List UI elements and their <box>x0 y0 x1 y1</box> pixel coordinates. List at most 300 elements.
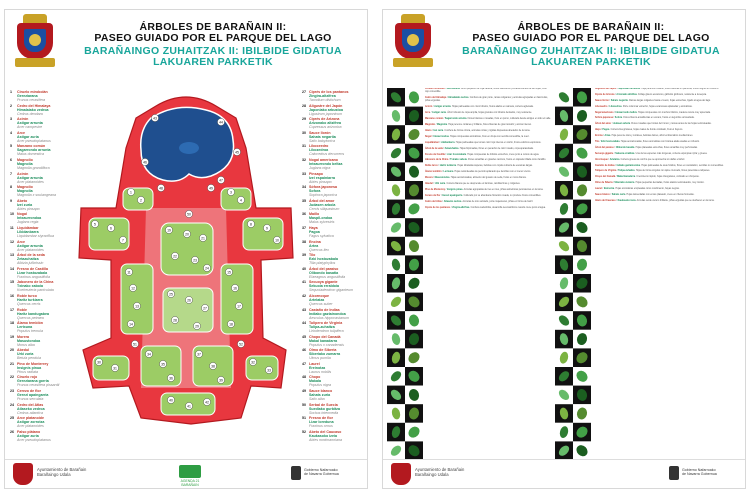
species-name-eu: Urki zuria <box>17 352 34 357</box>
species-number: 31 <box>302 144 306 149</box>
species-name-es: Roble turco <box>17 293 37 298</box>
species-name-eu: Gereziarana gorria <box>17 379 49 384</box>
species-name-scientific: Abies nordmanniana <box>309 437 342 442</box>
species-name-scientific: Cercis siliquastrum <box>309 206 340 211</box>
species-name-es: Acirón <box>17 171 29 176</box>
species-name-es: Abedul <box>17 348 30 353</box>
species-name-eu: Libozedroa <box>309 148 329 153</box>
species-name-eu: Gereziarana <box>17 94 38 98</box>
species-description: Ciprés de los pantanos / Zingira-altzifrea. Conífera caducifolia, desarrolla neumatóforos cuando crece junto al agua. <box>425 206 546 209</box>
species-name-scientific: Fagus sylvatica <box>309 233 334 238</box>
description-heading-eu: Sofora <box>614 117 623 120</box>
species-name-es: Liquidámbar <box>17 225 39 230</box>
species-name-es: Jabonero de la China <box>17 280 54 285</box>
description-heading-eu: Lizar hostozabala <box>446 153 466 156</box>
tree-marker-number: 5 <box>94 222 96 227</box>
species-name-es: Ciruelo rojo <box>17 375 38 380</box>
species-name-eu: Astigar zuria <box>17 134 39 139</box>
species-number: 8 <box>10 185 12 190</box>
species-name-eu: Insignis pinua <box>17 365 42 370</box>
navarra-logo-icon <box>291 466 301 480</box>
description-heading-es: Ciruelo mirobolán <box>425 88 445 90</box>
species-number: 42 <box>302 293 306 298</box>
tree-marker-number: 30 <box>97 360 101 365</box>
species-entry <box>10 389 68 401</box>
species-entry <box>302 199 364 211</box>
species-entry <box>302 321 364 333</box>
species-entry <box>302 104 364 116</box>
species-description: Árbol del amor / Judasen arbola. Flores rosadas que brotan del tronco y ramas antes de las hojas redondeadas. <box>595 123 712 126</box>
species-name-scientific: Cupressus arizonica <box>309 125 342 130</box>
description-heading-es: Magnolio <box>425 124 436 127</box>
species-name-eu: Magnolia <box>17 161 33 166</box>
species-name-eu: Sagarrondo arrunta <box>17 148 51 153</box>
species-name-es: Fresno de flor <box>309 416 333 421</box>
description-text: Hoja perenne brillante, flores blancas en panícula, frutos negros en invierno. <box>641 88 719 90</box>
description-text: Hoja perenne dura y coriácea, bellotas dulces, árbol emblemático mediterráneo. <box>611 135 694 138</box>
species-description: Tulipero de Virginia / Tulipa-zuhaitza. Hojas de forma singular con ápice truncado, flores parecidas a tulipanes. <box>595 170 711 173</box>
species-description: Árbol de la seda / Zetazuhaitza. Hojas bipinnadas, flores en penacho de color rosado, copa aparasolada. <box>425 147 534 150</box>
tree-marker-number: 34 <box>147 352 151 357</box>
species-description: Sauce blanco / Sahats zuria. Hojas lanceoladas con envés plateado, crece en riberas húmedas. <box>595 194 695 197</box>
species-number: 27 <box>302 90 306 94</box>
description-heading-eu: Arizonako altzifrea <box>616 93 637 96</box>
species-name-scientific: Acer campestre <box>17 125 43 130</box>
description-text: Conífera de gran porte, ramas colgantes y acículas agrupadas en fascículos, piñas erguidas. <box>425 97 548 103</box>
species-name-scientific: Juglans nigra <box>309 165 331 170</box>
species-name-es: Ciprés de Arizona <box>309 117 340 122</box>
description-heading-es: Olmo de Siberia <box>595 182 613 185</box>
tree-marker-number: 16 <box>233 286 237 291</box>
species-number: 14 <box>10 266 14 271</box>
species-number: 12 <box>10 239 14 244</box>
species-number: 24 <box>10 402 14 407</box>
species-entry <box>10 375 68 387</box>
tree-marker-number: 47 <box>219 178 223 183</box>
tree-marker-number: 51 <box>133 342 137 347</box>
species-name-es: Arce <box>17 239 25 244</box>
species-number: 29 <box>302 117 306 122</box>
description-heading-eu: Tulipa-zuhaitza <box>618 170 635 173</box>
description-text: Acículas de tono azulado, porte majestuoso, piñas en forma de barril. <box>462 200 534 203</box>
species-name-es: Pinsapo <box>309 171 323 176</box>
species-name-scientific: Albizia julibrissin <box>17 261 44 266</box>
species-name-scientific: Fraxinus angustifolia <box>17 274 50 279</box>
species-description: Alcornoque / Artelatza. Corteza gruesa de corcho que se aprovecha sin dañar el árbol. <box>595 158 685 161</box>
species-name-es: Acirón <box>17 117 29 122</box>
description-text: Árbol robusto de copa amplia, hojas grandes con lóbulos dentados, muy resistente. <box>447 112 533 115</box>
species-name-eu: Haritz kandugabea <box>17 311 49 316</box>
description-text: Hojas pequeñas dentadas, frutos alados redondeados, muy rústico. <box>635 182 705 185</box>
description-column-1 <box>425 88 551 460</box>
species-name-eu: Atlaseko zedroa <box>17 406 45 411</box>
species-name-eu: Astigar arrunta <box>17 121 43 126</box>
footer-logos-left <box>5 459 367 488</box>
species-entry <box>10 185 68 197</box>
description-heading-eu: Indiako gaztainondoa <box>616 164 641 167</box>
description-text: Flores rosadas que brotan del tronco y ramas antes de las hojas redondeadas. <box>631 123 712 126</box>
description-heading-es: Sauce blanco <box>595 194 610 197</box>
description-text: Hojas compuestas con muchos foliolos, madera oscura muy apreciada. <box>638 111 711 114</box>
description-heading-eu: Intxaurrondoa <box>433 135 449 138</box>
description-heading-es: Árbol de la seda <box>425 147 443 150</box>
species-number: 52 <box>302 429 306 434</box>
species-description: Ciprés de Arizona / Arizonako altzifrea. Follaje glauco escamoso, gálbulos globosos, resistente a la sequía. <box>595 93 707 96</box>
species-name-es: Liboceedro <box>309 144 329 149</box>
description-heading-eu: Olibondo basatia <box>615 146 635 149</box>
species-entry <box>10 403 68 415</box>
species-number: 3 <box>10 117 12 122</box>
species-name-es: Haya <box>309 225 318 230</box>
species-name-es: Sófora japonesa <box>309 185 337 190</box>
description-text: Follaje glauco escamoso, gálbulos globosos, resistente a la sequía. <box>638 93 707 96</box>
species-description: Nogal / Intxaurrondoa. Hojas compuestas aromáticas, fruto en drupa con semilla comestible, la nuez. <box>425 135 530 138</box>
description-text: Hoja perenne coriácea y brillante, flores blancas de gran tamaño y aroma intenso. <box>448 124 532 127</box>
species-description: Laurel / Ereinotza. Hojas aromáticas empleadas como condimento, bayas negras. <box>595 188 680 191</box>
species-entry <box>10 321 68 333</box>
species-name-scientific: Prunus cerasifera <box>17 98 46 102</box>
tree-marker-number: 13 <box>135 304 139 309</box>
description-heading-es: Árbol del amor <box>595 123 612 126</box>
species-name-scientific: Salix babylonica <box>309 138 335 143</box>
species-name-eu: Arizonako altzifrea <box>309 121 341 126</box>
species-number: 23 <box>10 389 14 394</box>
species-name-es: Ciruelo mirobolán <box>17 90 48 94</box>
species-name-eu: Izei zuria <box>17 202 33 207</box>
description-heading-es: Alcornoque <box>595 158 608 161</box>
species-description: Pino de Monterrey / Insignis pinua. Acículas agrupadas de tres en tres, piñas asimétricas persistentes en la rama. <box>425 188 544 191</box>
species-entry <box>302 294 364 306</box>
species-number: 9 <box>10 198 12 203</box>
species-name-eu: Himalaiako zedroa <box>17 107 49 112</box>
leaf-checker-strip-middle <box>555 88 591 460</box>
species-number: 35 <box>302 198 306 203</box>
description-heading-eu: Magnolia <box>437 124 447 127</box>
species-number: 43 <box>302 307 306 312</box>
tree-marker-number: 8 <box>250 222 252 227</box>
title-basque: BARAÑAINGO ZUHAITZAK II: IBILBIDE GIDATUA LAKUAREN PARKETIK <box>462 45 720 68</box>
description-heading-es: Encina <box>595 135 603 138</box>
tree-marker-number: 9 <box>266 226 268 231</box>
description-heading-es: Abeto del Caucaso <box>595 199 616 202</box>
description-text: Hojas aromáticas empleadas como condimento, bayas negras. <box>615 188 680 191</box>
description-heading-es: Nogal <box>425 135 432 138</box>
species-name-es: Secuoya gigante <box>309 280 338 285</box>
species-entry <box>302 267 364 279</box>
description-heading-eu: Astigar zuria <box>432 112 446 115</box>
description-heading-es: Fresno de Castilla <box>425 153 445 156</box>
tree-marker-number: 27 <box>203 306 207 311</box>
description-text: Flores blancas o rosadas, fruto en pomo, cultivado desde antiguo en todo el valle. <box>467 118 551 121</box>
tree-marker-number: 45 <box>235 150 239 155</box>
species-number: 28 <box>302 103 306 108</box>
species-name-eu: Likidanbarra <box>17 229 39 234</box>
species-name-eu: Lizar hostozabala <box>17 270 48 275</box>
species-name-es: Álamo temblón <box>17 321 43 326</box>
species-name-scientific: Laurus nobilis <box>309 369 332 374</box>
description-column-2 <box>595 88 741 460</box>
description-heading-es: Arce <box>425 112 431 115</box>
description-text: Hojas lobuladas ásperas, bellotas con cúpula cubierta de escamas largas. <box>457 165 533 168</box>
species-name-es: Castaño de Indias <box>309 307 340 312</box>
species-name-eu: Artea <box>309 243 319 248</box>
species-name-eu: Intxaurrondoa <box>17 216 42 221</box>
description-heading-eu: Lertxuna <box>443 171 454 174</box>
description-heading-eu: Gereziarana <box>446 88 460 90</box>
description-heading-eu: Ezki hostozabala <box>600 141 620 144</box>
council-name: Ayuntamiento de Barañain Barañaingo Udala <box>415 467 465 477</box>
description-text: Hojas palmeadas que toman color rojo intenso en otoño, frutos esféricos espinosos. <box>455 141 542 144</box>
description-heading-es: Laurel <box>595 188 602 191</box>
species-name-scientific: Quercus suber <box>309 301 333 306</box>
species-number: 11 <box>10 225 14 230</box>
species-entry <box>10 362 68 374</box>
species-description: Castaño de Indias / Indiako gaztainondoa. Hojas palmeadas de siete foliolos, flores en candelabro, semillas no comestibles. <box>595 164 724 167</box>
species-name-eu: Txinako xaboia <box>17 284 43 289</box>
species-name-eu: Astigar arrunta <box>17 175 43 180</box>
species-name-scientific: Sequoiadendron giganteum <box>309 288 354 293</box>
species-name-es: Chopo <box>309 375 321 380</box>
species-number: 7 <box>10 171 12 176</box>
species-name-scientific: Koelreuteria paniculata <box>17 288 54 293</box>
species-number: 39 <box>302 253 306 258</box>
species-entry <box>10 253 68 265</box>
leaf-checker-strip-left <box>387 88 423 460</box>
species-number: 48 <box>302 375 306 380</box>
species-entry <box>302 90 364 102</box>
species-name-es: Magnolio <box>17 157 33 162</box>
tree-marker-number: 1 <box>130 190 132 195</box>
tree-marker-number: 21 <box>201 236 205 241</box>
description-heading-eu: Siberiako zumarra <box>614 182 635 185</box>
species-name-es: Ciprés de los pantanos <box>309 90 349 94</box>
species-number: 13 <box>10 253 14 258</box>
agenda21-label: AGENDA 21 BARAÑAIN <box>180 479 200 487</box>
species-description: Sófora japonesa / Sofora. Flores blanco-amarillentas en verano, frutos en legumbre arrosariada. <box>595 117 695 120</box>
description-text: Conífera de forma cónica, acículas cortas y rígidas dispuestas alrededor de la rama. <box>444 129 531 132</box>
description-heading-eu: Likidanbarra <box>440 141 455 144</box>
species-name-es: Serbal de Suecia <box>309 402 338 407</box>
species-name-scientific: Acer platanoides <box>17 424 44 429</box>
species-name-eu: Makala <box>309 379 321 384</box>
species-description: Manzano común / Sagarrondo arrunta. Flores blancas o rosadas, fruto en pomo, cultivado desde antiguo en todo el valle. <box>425 118 551 121</box>
park-map <box>71 88 301 426</box>
description-heading-eu: Ereinotza <box>603 188 615 191</box>
tree-marker-number: 3 <box>230 190 232 195</box>
species-name-eu: Sofora <box>309 189 321 194</box>
tree-marker-number: 50 <box>187 212 191 217</box>
species-name-eu: Makal kanadarra <box>309 338 338 343</box>
species-description: Olmo de Siberia / Siberiako zumarra. Hojas pequeñas dentadas, frutos alados redondeados, muy rústico. <box>595 182 705 185</box>
description-heading-eu: Himalaiako zedroa <box>448 97 469 100</box>
description-text: Acículas agrupadas de tres en tres, piñas asimétricas persistentes en la rama. <box>463 188 544 191</box>
tree-marker-number: 24 <box>205 266 209 271</box>
description-heading-es: Liboceedro <box>595 105 608 108</box>
species-name-scientific: Salix alba <box>309 397 325 402</box>
baranain-council-logo-icon <box>13 463 33 485</box>
description-heading-eu: Zingira-altzifrea <box>452 206 470 209</box>
navarra-government-label: Gobierno Nafarroako de Navarra Gobernua <box>304 468 339 477</box>
species-name-eu: Intxaurrondo beltza <box>309 161 343 166</box>
species-name-scientific: Sorbus intermedia <box>309 410 339 415</box>
species-number: 41 <box>302 280 306 285</box>
species-entry <box>302 416 364 428</box>
species-entry <box>302 212 364 224</box>
species-number: 21 <box>10 361 14 366</box>
species-name-es: Laurel <box>309 361 320 366</box>
description-heading-eu: Atlaseko zedroa <box>443 200 462 203</box>
description-text: Hojas compuestas aromáticas, fruto en drupa con semilla comestible, la nuez. <box>450 135 530 138</box>
species-number: 1 <box>10 90 12 94</box>
species-entry <box>10 199 68 211</box>
species-number: 45 <box>302 334 306 339</box>
species-entry <box>302 226 364 238</box>
species-entry <box>302 389 364 401</box>
species-description: Abeto del Caucaso / Kaukasoko izeia. Acículas verde oscuro brillante, piñas erguidas que se deshacen en la rama. <box>595 199 715 202</box>
species-name-eu: Suediako gurbitza <box>309 406 340 411</box>
species-entry <box>302 131 364 143</box>
species-number: 16 <box>10 293 14 298</box>
tree-marker-number: 14 <box>129 322 133 327</box>
tree-marker-number: 17 <box>237 304 241 309</box>
species-list-left <box>10 90 68 443</box>
species-name-scientific: Ulmus pumila <box>309 356 331 361</box>
description-heading-es: Sófora japonesa <box>595 117 613 120</box>
species-description: Cedro del Atlas / Atlaseko zedroa. Acículas de tono azulado, porte majestuoso, piñas en forma de barril. <box>425 200 534 203</box>
description-heading-es: Roble turco <box>425 165 438 168</box>
species-name-eu: Masustondoa <box>17 338 41 343</box>
description-heading-es: Abeto <box>425 129 432 132</box>
description-text: Hojas acorazonadas, alimento del gusano de seda, frutos en mora blanca. <box>450 177 527 180</box>
description-poster <box>383 10 745 488</box>
description-heading-es: Cedro del Himalaya <box>425 97 447 100</box>
species-name-es: Encina <box>309 239 321 244</box>
description-text: Hojas redondeadas de pecíolo aplanado que tiemblan con el menor viento. <box>454 171 531 174</box>
species-name-eu: Ezki hostozabala <box>309 257 338 262</box>
species-name-scientific: Tilia platyphyllos <box>309 261 336 266</box>
description-text: Flores amarillas en grandes racimos, frutos en cápsula inflada como farolillo. <box>468 159 547 162</box>
description-heading-eu: Haritz turkiarra <box>439 165 457 168</box>
species-name-eu: Lertxuna <box>17 325 33 330</box>
description-text: Hojas acorazonadas, flores aromáticas con bráctea alada usadas en infusión. <box>620 141 700 144</box>
species-name-es: Abeto del Caucaso <box>309 429 342 434</box>
species-name-scientific: Magnolia x soulangeana <box>17 193 56 198</box>
species-number: 30 <box>302 130 306 135</box>
species-name-es: Pino de Monterrey <box>17 361 49 366</box>
baranain-coat-of-arms-icon <box>393 14 433 76</box>
description-text: Hojas bipinnadas, flores en penacho de color rosado, copa aparasolada. <box>459 147 534 150</box>
description-heading-es: Haya <box>595 129 601 132</box>
species-name-es: Sauce blanco <box>309 389 333 394</box>
species-name-eu: Tulipa-zuhaitza <box>309 325 335 330</box>
species-name-scientific: Populus nigra <box>309 383 331 388</box>
tree-marker-number: 6 <box>110 226 112 231</box>
species-name-es: Árbol del amor <box>309 198 335 203</box>
species-name-scientific: Malus sylvestris <box>309 220 335 225</box>
species-number: 22 <box>10 375 14 380</box>
species-entry <box>302 144 364 156</box>
species-number: 10 <box>10 212 14 217</box>
species-name-scientific: Betula pendula <box>17 356 41 361</box>
species-name-scientific: Liquidambar styraciflua <box>17 233 54 238</box>
species-name-scientific: Populus tremula <box>17 329 43 334</box>
description-text: Corteza gruesa de corcho que se aprovecha sin dañar el árbol. <box>620 158 685 161</box>
species-name-es: Nogal americano <box>309 157 338 162</box>
navarra-logo-icon <box>669 466 679 480</box>
description-heading-es: Pino de Monterrey <box>425 188 446 191</box>
species-name-eu: Gerezi apaingarria <box>17 393 49 398</box>
species-description: Tilo / Ezki hostozabala. Hojas acorazonadas, flores aromáticas con bráctea alada usadas en infusión. <box>595 141 700 144</box>
description-heading-eu: Artea <box>604 135 611 138</box>
species-entry <box>10 416 68 428</box>
description-heading-es: Manzano común <box>425 118 443 121</box>
species-entry <box>302 172 364 184</box>
species-number: 2 <box>10 103 12 108</box>
tree-marker-number: 28 <box>173 318 177 323</box>
description-text: Corteza blanca que se desprende en láminas, ramillas finas y colgantes. <box>446 182 521 185</box>
species-description: Cerezo de flor / Gerezi apaingarria. Cultivado por su abundante floración rosada, no produce frutos comestibles. <box>425 194 542 197</box>
species-name-es: Arce <box>17 130 25 135</box>
tree-marker-number: 36 <box>169 376 173 381</box>
description-heading-eu: Artelatza <box>609 158 620 161</box>
species-name-eu: Magnolia <box>17 189 33 194</box>
description-text: Crecimiento rápido, hojas triangulares, cultivado en choperas. <box>636 176 700 179</box>
description-heading-es: Cedro del Atlas <box>425 200 442 203</box>
species-entry <box>302 308 364 320</box>
species-description: Arce / Astigar zuria. Árbol robusto de copa amplia, hojas grandes con lóbulos dentados, muy resistente. <box>425 112 533 115</box>
species-description: Acirón / Astigar arrunta. Hojas palmeadas con cinco lóbulos, frutos alados en sámara, corteza agrietada. <box>425 106 534 109</box>
species-name-es: Roble <box>17 307 27 312</box>
description-text: Hojas de forma singular con ápice truncado, flores parecidas a tulipanes. <box>635 170 711 173</box>
species-number: 34 <box>302 185 306 190</box>
species-entry <box>10 131 68 143</box>
tree-marker-number: 33 <box>267 368 271 373</box>
description-heading-es: Tulipero de Virginia <box>595 170 617 173</box>
description-heading-es: Morera <box>425 177 433 180</box>
species-number: 44 <box>302 321 306 326</box>
species-name-es: Falso plátano <box>17 429 41 434</box>
description-heading-eu: Libozedroa <box>609 105 622 108</box>
species-number: 36 <box>302 212 306 217</box>
description-text: Una de las especies más longevas, corteza esponjosa rojiza y gruesa. <box>635 152 708 155</box>
tree-marker-number: 2 <box>140 198 142 203</box>
species-entry <box>302 335 364 347</box>
description-heading-es: Castaño de Indias <box>595 164 615 167</box>
description-heading-es: Árbol del paraíso <box>595 146 614 149</box>
species-name-es: Morera <box>17 334 29 339</box>
description-text: Hojas lanceoladas con envés plateado, crece en riberas húmedas. <box>626 194 695 197</box>
species-entry <box>10 308 68 320</box>
species-name-scientific: Cedrus deodara <box>17 111 43 116</box>
species-number: 32 <box>302 157 306 162</box>
species-name-es: Tilo <box>309 253 316 258</box>
species-name-es: Olmo de Siberia <box>309 348 337 353</box>
species-entry <box>10 172 68 184</box>
tree-marker-number: 19 <box>167 228 171 233</box>
species-name-scientific: Acer pseudoplatanus <box>17 138 51 143</box>
species-description: Árbol del paraíso / Olibondo basatia. Hojas plateadas estrechas, flores amarillas muy perfumadas. <box>595 146 698 149</box>
tree-marker-number: 22 <box>173 254 177 259</box>
description-heading-eu: Sagarrondo arrunta <box>444 118 467 121</box>
species-name-es: Cedro del Himalaya <box>17 103 51 108</box>
species-name-scientific: Taxodium distichum <box>309 98 341 102</box>
description-heading-es: Chopo del Canadá <box>595 176 616 179</box>
species-entry <box>302 403 364 415</box>
species-number: 49 <box>302 389 306 394</box>
species-name-es: Árbol del paraíso <box>309 266 339 271</box>
tree-marker-number: 4 <box>240 198 242 203</box>
species-entry <box>10 158 68 170</box>
